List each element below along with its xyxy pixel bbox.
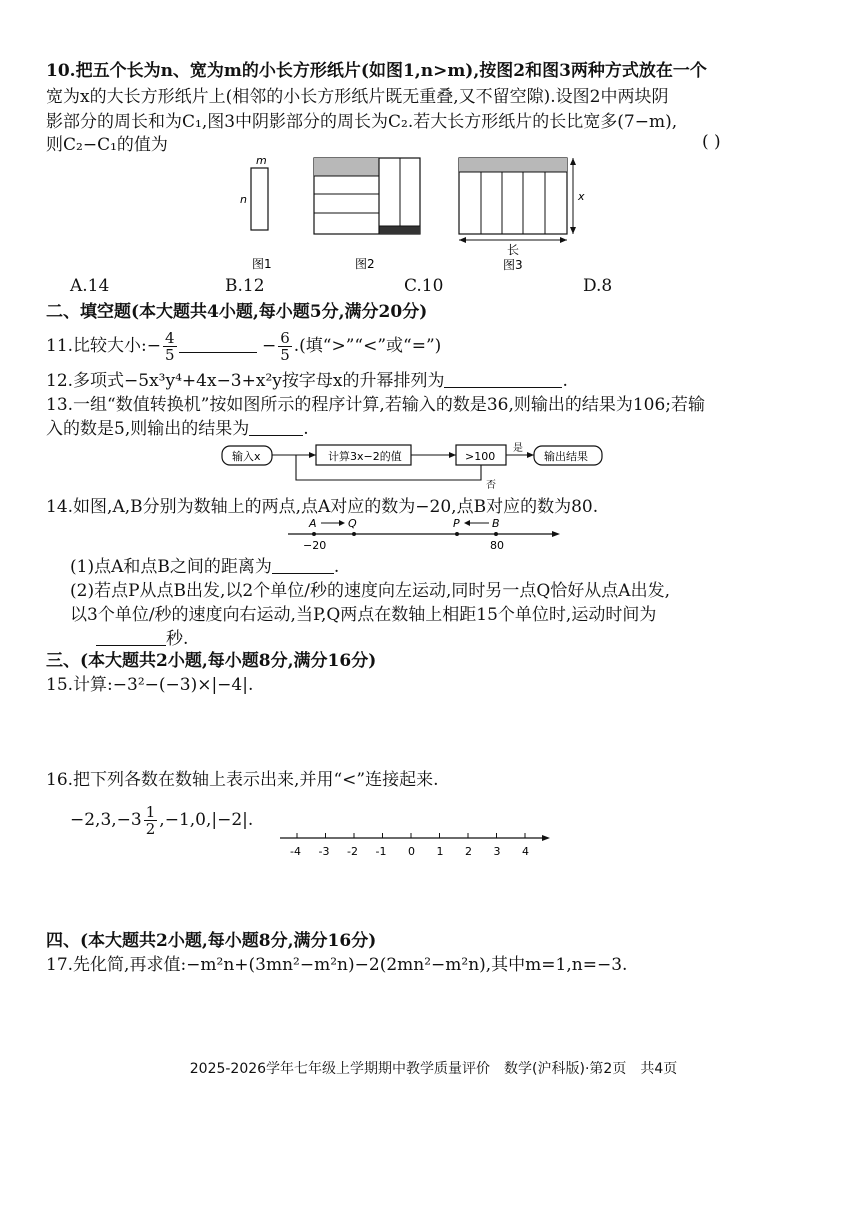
q11-suffix: .(填“>”“<”或“=”) [293, 336, 442, 356]
tick-label: -3 [318, 845, 330, 858]
q10-option-c: C.10 [404, 276, 444, 296]
point-q [352, 532, 356, 536]
q14-part1 [70, 556, 339, 578]
q10-option-b: B.12 [225, 276, 265, 296]
fig1-n-label: n [240, 193, 247, 206]
q10-line1: 10.把五个长为n、宽为m的小长方形纸片(如图1,n>m),按图2和图3两种方式放在一个 [46, 61, 707, 81]
q11-fraction-2: $\frac{6}{5}$ [280, 329, 290, 364]
tick-label: -1 [375, 845, 387, 858]
fig2-diagram [314, 158, 420, 234]
flow-condition-text: >100 [465, 450, 496, 463]
q16-line1: 16.把下列各数在数轴上表示出来,并用“<”连接起来. [46, 770, 439, 790]
flow-input-text: 输入x [232, 450, 261, 463]
tick-label: 4 [522, 845, 529, 858]
q12-answer-blank [444, 371, 562, 388]
tick-label: 0 [408, 845, 415, 858]
q16-numbers-b: ,−1,0,|−2|. [159, 810, 254, 830]
q12-end: . [562, 371, 568, 391]
q11-prefix: 11.比较大小:− [46, 336, 162, 356]
point-b [494, 532, 498, 536]
q14-part2-end: 秒. [166, 629, 189, 649]
value-b: 80 [490, 539, 504, 552]
q14-part1-blank [272, 557, 334, 574]
fig1-m-label: m [256, 154, 267, 167]
fig2-shaded-top [314, 158, 379, 176]
fig3-diagram [459, 158, 576, 243]
label-a: A [309, 517, 317, 530]
q16-numbers-a: −2,3,−3 [70, 810, 142, 830]
flow-yes-label: 是 [513, 443, 523, 454]
q16-number-line [0, 828, 867, 862]
tick-label: -4 [290, 845, 301, 858]
point-a [312, 532, 316, 536]
fig3-shaded-strip [459, 158, 567, 172]
q16-fraction: $\frac{1}{2}$ [145, 803, 156, 838]
section-4-heading: 四、(本大题共2小题,每小题8分,满分16分) [46, 931, 377, 951]
q13-answer-blank [249, 419, 303, 436]
q13-flowchart [0, 440, 867, 490]
fig2-shaded-bottom [379, 226, 420, 234]
tick-label: 2 [465, 845, 472, 858]
q14-part2-blank [96, 629, 166, 646]
q11-answer-blank [179, 336, 257, 353]
label-b: B [492, 517, 500, 530]
value-a: −20 [303, 539, 327, 552]
flow-calc-text: 计算3x−2的值 [328, 450, 402, 463]
fig1-caption: 图1 [252, 257, 272, 271]
q10-option-d: D.8 [583, 276, 613, 296]
fig1-rectangle [251, 168, 268, 230]
q13-line1: 13.一组“数值转换机”按如图所示的程序计算,若输入的数是36,则输出的结果为106;若输 [46, 395, 706, 415]
q10-line4: 则C₂−C₁的值为 [46, 135, 168, 155]
q14-part1-text: (1)点A和点B之间的距离为 [70, 557, 272, 577]
point-p [455, 532, 459, 536]
q14-number-line [0, 514, 867, 554]
q10-answer-paren: ( ) [702, 132, 721, 152]
fig2-caption: 图2 [355, 257, 375, 271]
q11 [46, 326, 441, 366]
q11-fraction-1: $\frac{4}{5}$ [165, 329, 175, 364]
q12-text: 12.多项式−5x³y⁴+4x−3+x²y按字母x的升幂排列为 [46, 371, 445, 391]
q14-part2-line2: 以3个单位/秒的速度向右运动,当P,Q两点在数轴上相距15个单位时,运动时间为 [70, 605, 657, 625]
q15: 15.计算:−3²−(−3)×|−4|. [46, 675, 254, 695]
fig3-x-label: x [578, 190, 585, 203]
tick-label: 3 [493, 845, 501, 858]
q11-mid: − [261, 336, 277, 356]
q14-part2-line1: (2)若点P从点B出发,以2个单位/秒的速度向左运动,同时另一点Q恰好从点A出发, [70, 581, 670, 601]
q13-end: . [303, 419, 309, 439]
section-3-heading: 三、(本大题共2小题,每小题8分,满分16分) [46, 651, 377, 671]
q10-figures [0, 150, 867, 275]
tick-label: -2 [347, 845, 358, 858]
label-q: Q [348, 517, 357, 530]
q10-line2: 宽为x的大长方形纸片上(相邻的小长方形纸片既无重叠,又不留空隙).设图2中两块阴 [46, 87, 669, 107]
q13-line2-text: 入的数是5,则输出的结果为 [46, 419, 250, 439]
tick-label: 1 [436, 845, 444, 858]
q10-option-a: A.14 [70, 276, 110, 296]
flow-no-label: 否 [486, 480, 496, 490]
section-2-heading: 二、填空题(本大题共4小题,每小题5分,满分20分) [46, 302, 428, 322]
q12 [46, 370, 568, 392]
q14-line1: 14.如图,A,B分别为数轴上的两点,点A对应的数为−20,点B对应的数为80. [46, 497, 599, 517]
fig3-long-label: 长 [507, 243, 520, 257]
q14-part1-end: . [333, 557, 340, 577]
q10-line3: 影部分的周长和为C₁,图3中阴影部分的周长为C₂.若大长方形纸片的长比宽多(7−m), [46, 112, 678, 132]
flow-output-text: 输出结果 [544, 450, 588, 463]
fig3-caption: 图3 [503, 258, 523, 272]
q13-line2 [46, 418, 309, 440]
page-footer: 2025-2026学年七年级上学期期中教学质量评价 数学(沪科版)·第2页 共4页 [189, 1061, 678, 1077]
label-p: P [453, 517, 460, 530]
q14-part2-line3 [96, 628, 188, 650]
q17: 17.先化简,再求值:−m²n+(3mn²−m²n)−2(2mn²−m²n),其中m=1,n=−3. [46, 955, 628, 975]
